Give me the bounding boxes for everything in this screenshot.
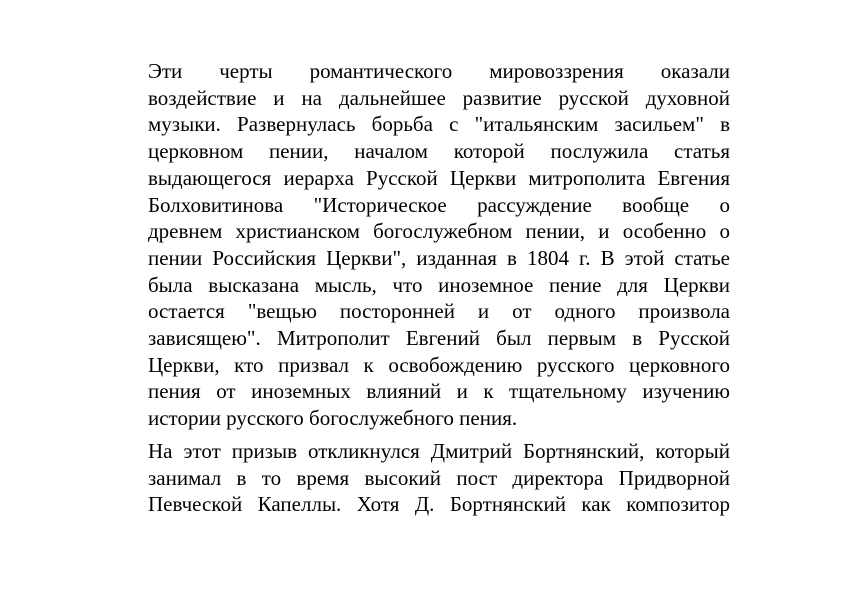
text-line: зависящею". Митрополит Евгений был первым в Русской — [148, 326, 730, 351]
body-text — [148, 58, 730, 518]
text-line: истории русского богослужебного пения. — [148, 406, 518, 431]
text-line: Болховитинова "Историческое рассуждение вообще о — [148, 192, 730, 217]
text-line: древнем христианском богослужебном пении, и особенно о — [148, 219, 730, 244]
text-line: На этот призыв откликнулся Дмитрий Бортнянский, который — [148, 438, 730, 463]
text-line: занимал в то время высокий пост директора Придворной — [148, 465, 730, 490]
paragraph-2 — [148, 438, 730, 518]
paragraph-1 — [148, 58, 730, 432]
text-line: Эти черты романтического мировоззрения оказали — [148, 59, 730, 83]
text-line: выдающегося иерарха Русской Церкви митрополита Евгения — [148, 165, 730, 190]
text-line: была высказана мысль, что иноземное пение для Церкви — [148, 272, 730, 297]
text-line: пении Российския Церкви", изданная в 1804 г. В этой статье — [148, 245, 730, 270]
text-line: Церкви, кто призвал к освобождению русского церковного — [148, 352, 730, 377]
text-line: воздействие и на дальнейшее развитие русской духовной — [148, 85, 730, 110]
text-line: церковном пении, началом которой послужила статья — [148, 139, 730, 164]
text-line: пения от иноземных влияний и к тщательному изучению — [148, 379, 730, 404]
text-line: остается "вещью посторонней и от одного произвола — [148, 299, 730, 324]
text-line: Певческой Капеллы. Хотя Д. Бортнянский как композитор — [148, 492, 730, 517]
text-line: музыки. Развернулась борьба с "итальянским засильем" в — [148, 112, 730, 137]
